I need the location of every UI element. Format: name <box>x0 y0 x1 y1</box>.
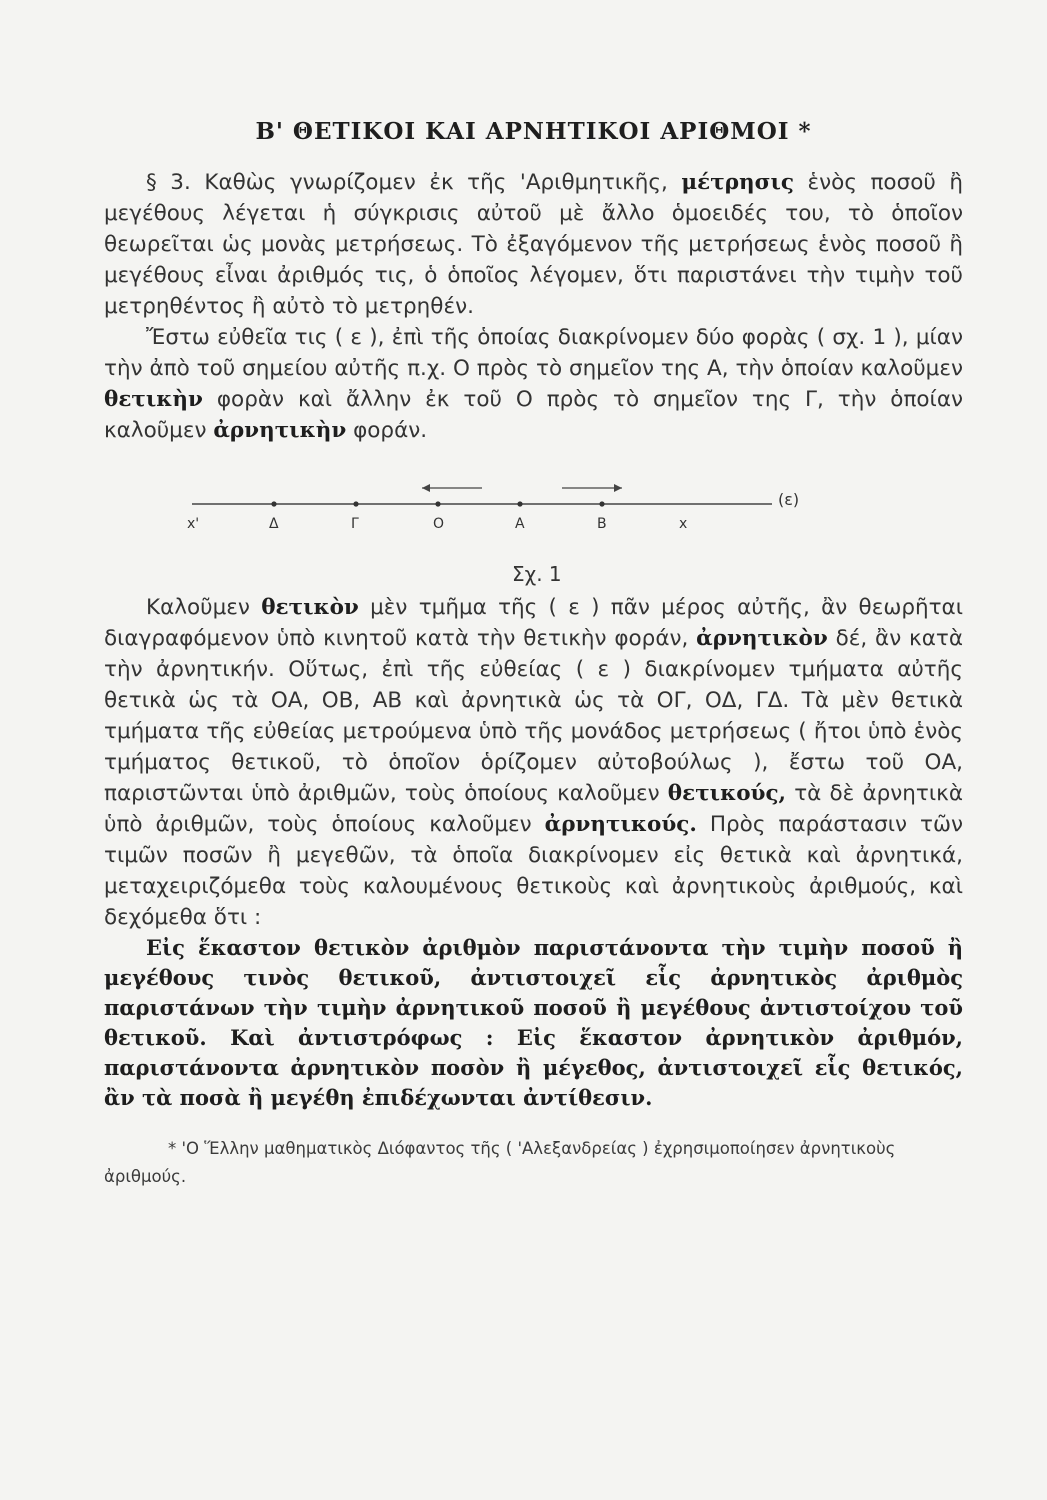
bold-term: ἀρνητικὴν <box>213 418 347 443</box>
point-mark <box>353 501 358 506</box>
bold-term: ἀρνητικὸν <box>696 626 828 651</box>
page-title: Β' ΘΕΤΙΚΟΙ ΚΑΙ ΑΡΝΗΤΙΚΟΙ ΑΡΙΘΜΟΙ * <box>255 118 812 145</box>
point-label: x' <box>187 516 200 532</box>
text: μὲν τμῆμα τῆς ( ε ) πᾶν μέρος αὐτῆς, ἂν θεωρῆται διαγραφόμενον ὑπὸ κινητοῦ κατὰ τὴν θετικὴν φοράν, <box>104 595 963 651</box>
point-mark <box>517 501 522 506</box>
text: Ἔστω εὐθεῖα τις ( ε ), ἐπὶ τῆς ὁποίας διακρίνομεν δύο φορὰς ( σχ. 1 ), μίαν τὴν ἀπὸ τοῦ σημείου αὐτῆς π.χ. Ο πρὸς τὸ σημεῖον της Α, τὴν ὁποίαν καλοῦμεν <box>104 325 963 381</box>
point-mark <box>435 501 440 506</box>
text: δέ, ἂν κατὰ τὴν ἀρνητικήν. Οὕτως, ἐπὶ τῆς εὐθείας ( ε ) διακρίνομεν τμήματα αὐτῆς θετικὰ ὡς τὰ ΟΑ, ΟΒ, ΑΒ καὶ ἀρνητικὰ ὡς τὰ ΟΓ, ΟΔ, ΓΔ. Τὰ μὲν θετικὰ τμήματα τῆς εὐθείας μετρούμενα ὑπὸ τῆς μονάδος μετρήσεως ( ἤτοι ὑπὸ ἑνὸς τμήματος θετικοῦ, τὸ ὁποῖον ὁρίζομεν αὐτοβούλως ), ἔστω τοῦ ΟΑ, παριστῶνται ὑπὸ ἀριθμῶν, τοὺς ὁποίους καλοῦμεν <box>104 626 963 806</box>
point-label: Δ <box>269 516 279 532</box>
bold-term: μέτρησις <box>681 170 794 195</box>
bold-term: θετικὸν <box>261 595 359 620</box>
point-label: Α <box>515 516 525 532</box>
figure-number-line <box>182 462 882 592</box>
rule-statement: Εἰς ἕκαστον θετικὸν ἀριθμὸν παριστάνοντα τὴν τιμὴν ποσοῦ ἢ μεγέθους τινὸς θετικοῦ, ἀντιστοιχεῖ εἷς ἀρνητικὸς ἀριθμὸς παριστάνων τὴν τιμὴν ἀρνητικοῦ ποσοῦ ἢ μεγέθους ἀντιστοίχου τοῦ θετικοῦ. Καὶ ἀντιστρόφως : Εἰς ἕκαστον ἀρνητικὸν ἀριθμόν, παριστάνοντα ἀρνητικὸν ποσὸν ἢ μέγεθος, ἀντιστοιχεῖ εἷς θετικός, ἂν τὰ ποσὰ ἢ μεγέθη ἐπιδέχωνται ἀντίθεσιν. <box>104 935 963 1110</box>
paragraph-directions <box>104 322 963 446</box>
text: φοράν. <box>346 418 428 443</box>
text: τὰ δὲ ἀρνητικὰ ὑπὸ ἀριθμῶν, τοὺς ὁποίους καλοῦμεν <box>104 781 963 837</box>
text: Καθὼς γνωρίζομεν ἐκ τῆς 'Αριθμητικῆς, <box>190 170 682 195</box>
point-label: x <box>679 516 688 532</box>
text: φορὰν καὶ ἄλλην ἐκ τοῦ Ο πρὸς τὸ σημεῖον της Γ, τὴν ὁποίαν καλοῦμεν <box>104 387 963 443</box>
paragraph-positive-negative <box>104 592 963 933</box>
bold-term: θετικούς, <box>667 781 787 806</box>
point-mark <box>599 501 604 506</box>
section-number: § 3. <box>146 170 191 195</box>
point-label: Β <box>597 516 607 532</box>
figure-caption: Σχ. 1 <box>512 562 562 586</box>
bold-term: ἀρνητικούς. <box>544 812 697 837</box>
bold-term: θετικὴν <box>104 387 203 412</box>
point-label: Ο <box>433 516 445 532</box>
text: Καλοῦμεν <box>146 595 262 620</box>
text: Πρὸς παράστασιν τῶν τιμῶν ποσῶν ἢ μεγεθῶν, τὰ ὁποῖα διακρίνομεν εἰς θετικὰ καὶ ἀρνητικά, μεταχειριζόμεθα τοὺς καλουμένους θετικοὺς καὶ ἀρνητικοὺς ἀριθμούς, καὶ δεχόμεθα ὅτι : <box>104 812 963 930</box>
footnote: * 'Ο Ἕλλην μαθηματικὸς Διόφαντος τῆς ( 'Αλεξανδρείας ) ἐχρησιμοποίησεν ἀρνητικοὺς ἀριθμούς. <box>104 1139 896 1186</box>
text: ἑνὸς ποσοῦ ἢ μεγέθους λέγεται ἡ σύγκρισις αὐτοῦ μὲ ἄλλο ὁμοειδές του, τὸ ὁποῖον θεωρεῖται ὡς μονὰς μετρήσεως. Τὸ ἐξαγόμενον τῆς μετρήσεως ἑνὸς ποσοῦ ἢ μεγέθους εἶναι ἀριθμός τις, ὁ ὁποῖος λέγομεν, ὅτι παριστάνει τὴν τιμὴν τοῦ μετρηθέντος ἢ αὐτὸ τὸ μετρηθέν. <box>104 170 963 319</box>
line-label: (ε) <box>778 490 800 509</box>
point-label: Γ <box>351 516 359 532</box>
point-mark <box>271 501 276 506</box>
positive-arrowhead <box>614 484 622 492</box>
negative-arrowhead <box>422 484 430 492</box>
paragraph-measurement <box>104 167 963 322</box>
